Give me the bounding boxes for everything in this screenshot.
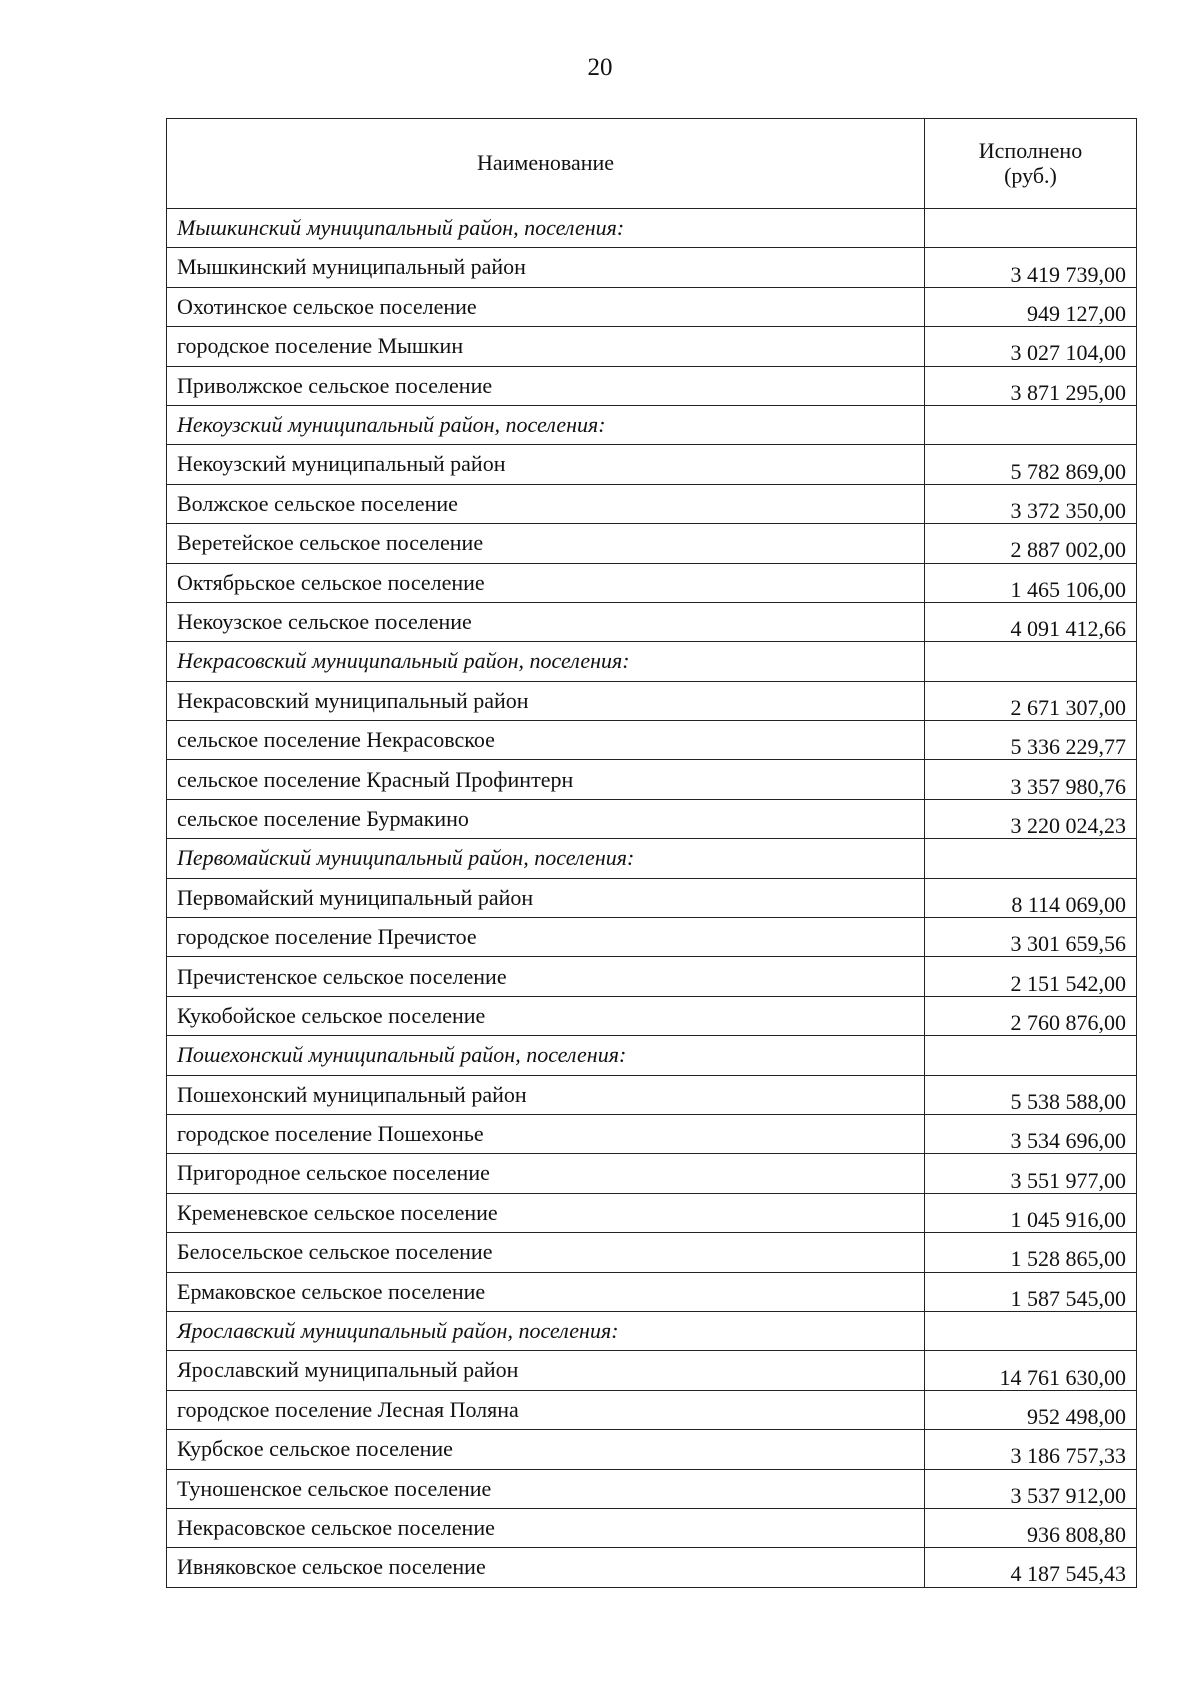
settlement-name: Некрасовский муниципальный район <box>167 681 925 720</box>
table-row <box>167 1351 1137 1390</box>
settlement-name: Кременевское сельское поселение <box>167 1193 925 1232</box>
settlement-name: Приволжское сельское поселение <box>167 366 925 405</box>
executed-amount: 2 887 002,00 <box>925 524 1137 563</box>
table-row <box>167 918 1137 957</box>
settlement-name: Ивняковское сельское поселение <box>167 1548 925 1587</box>
executed-amount <box>925 839 1137 878</box>
table-row <box>167 445 1137 484</box>
district-group-label: Мышкинский муниципальный район, поселения: <box>167 209 925 248</box>
table-row <box>167 1114 1137 1153</box>
executed-amount: 5 538 588,00 <box>925 1075 1137 1114</box>
table-row <box>167 681 1137 720</box>
settlement-name: Первомайский муниципальный район <box>167 878 925 917</box>
group-header-row <box>167 405 1137 444</box>
settlement-name: Белосельское сельское поселение <box>167 1233 925 1272</box>
executed-amount: 3 357 980,76 <box>925 760 1137 799</box>
executed-amount: 3 537 912,00 <box>925 1469 1137 1508</box>
settlement-name: городское поселение Мышкин <box>167 327 925 366</box>
settlement-name: Курбское сельское поселение <box>167 1430 925 1469</box>
executed-amount: 2 671 307,00 <box>925 681 1137 720</box>
executed-amount: 3 186 757,33 <box>925 1430 1137 1469</box>
settlement-name: Охотинское сельское поселение <box>167 287 925 326</box>
column-header-amount-line2: (руб.) <box>1004 162 1057 188</box>
table-row <box>167 1233 1137 1272</box>
table-row <box>167 602 1137 641</box>
group-header-row <box>167 1311 1137 1350</box>
executed-amount: 3 372 350,00 <box>925 484 1137 523</box>
settlement-name: Пречистенское сельское поселение <box>167 957 925 996</box>
executed-amount: 5 782 869,00 <box>925 445 1137 484</box>
table-body <box>167 209 1137 1588</box>
executed-amount: 3 220 024,23 <box>925 799 1137 838</box>
executed-amount: 14 761 630,00 <box>925 1351 1137 1390</box>
table-row <box>167 1390 1137 1429</box>
settlement-name: Некрасовское сельское поселение <box>167 1508 925 1547</box>
group-header-row <box>167 642 1137 681</box>
settlement-name: Пошехонский муниципальный район <box>167 1075 925 1114</box>
settlement-name: городское поселение Лесная Поляна <box>167 1390 925 1429</box>
table-row <box>167 1193 1137 1232</box>
district-group-label: Пошехонский муниципальный район, поселения: <box>167 1036 925 1075</box>
column-header-amount <box>925 119 1137 209</box>
settlement-name: сельское поселение Бурмакино <box>167 799 925 838</box>
table-row <box>167 878 1137 917</box>
table-row <box>167 327 1137 366</box>
table-row <box>167 524 1137 563</box>
executed-amount: 3 027 104,00 <box>925 327 1137 366</box>
executed-amount: 2 760 876,00 <box>925 996 1137 1035</box>
settlement-name: Ермаковское сельское поселение <box>167 1272 925 1311</box>
table-row <box>167 248 1137 287</box>
table-row <box>167 287 1137 326</box>
table-row <box>167 1272 1137 1311</box>
table-row <box>167 1508 1137 1547</box>
executed-amount <box>925 405 1137 444</box>
executed-amount: 3 871 295,00 <box>925 366 1137 405</box>
executed-amount: 2 151 542,00 <box>925 957 1137 996</box>
table-row <box>167 721 1137 760</box>
table-row <box>167 799 1137 838</box>
settlement-name: сельское поселение Некрасовское <box>167 721 925 760</box>
settlement-name: Мышкинский муниципальный район <box>167 248 925 287</box>
page-number: 20 <box>587 54 613 81</box>
settlement-name: Некоузское сельское поселение <box>167 602 925 641</box>
settlement-name: Октябрьское сельское поселение <box>167 563 925 602</box>
settlement-name: городское поселение Пошехонье <box>167 1114 925 1153</box>
district-group-label: Первомайский муниципальный район, поселения: <box>167 839 925 878</box>
settlement-name: городское поселение Пречистое <box>167 918 925 957</box>
settlement-name: Туношенское сельское поселение <box>167 1469 925 1508</box>
executed-amount <box>925 1036 1137 1075</box>
district-group-label: Некрасовский муниципальный район, поселения: <box>167 642 925 681</box>
executed-amount: 3 419 739,00 <box>925 248 1137 287</box>
executed-amount: 8 114 069,00 <box>925 878 1137 917</box>
table-row <box>167 1469 1137 1508</box>
executed-amount: 1 045 916,00 <box>925 1193 1137 1232</box>
table-row <box>167 996 1137 1035</box>
group-header-row <box>167 839 1137 878</box>
executed-amount: 949 127,00 <box>925 287 1137 326</box>
executed-amount: 4 187 545,43 <box>925 1548 1137 1587</box>
executed-amount <box>925 642 1137 681</box>
executed-amount: 5 336 229,77 <box>925 721 1137 760</box>
executed-amount: 1 587 545,00 <box>925 1272 1137 1311</box>
group-header-row <box>167 1036 1137 1075</box>
table-row <box>167 366 1137 405</box>
group-header-row <box>167 209 1137 248</box>
executed-amount: 3 534 696,00 <box>925 1114 1137 1153</box>
executed-amount: 4 091 412,66 <box>925 602 1137 641</box>
settlement-name: Ярославский муниципальный район <box>167 1351 925 1390</box>
table-row <box>167 1154 1137 1193</box>
table-row <box>167 563 1137 602</box>
table-row <box>167 1548 1137 1587</box>
district-group-label: Ярославский муниципальный район, поселения: <box>167 1311 925 1350</box>
settlement-name: Веретейское сельское поселение <box>167 524 925 563</box>
budget-table <box>166 118 1137 1588</box>
executed-amount: 1 528 865,00 <box>925 1233 1137 1272</box>
executed-amount: 3 551 977,00 <box>925 1154 1137 1193</box>
settlement-name: Кукобойское сельское поселение <box>167 996 925 1035</box>
table-header-row <box>167 119 1137 209</box>
settlement-name: Некоузский муниципальный район <box>167 445 925 484</box>
table-row <box>167 484 1137 523</box>
table-row <box>167 1075 1137 1114</box>
executed-amount: 3 301 659,56 <box>925 918 1137 957</box>
settlement-name: Пригородное сельское поселение <box>167 1154 925 1193</box>
column-header-name: Наименование <box>167 119 925 209</box>
executed-amount <box>925 1311 1137 1350</box>
executed-amount <box>925 209 1137 248</box>
table-row <box>167 760 1137 799</box>
executed-amount: 952 498,00 <box>925 1390 1137 1429</box>
column-header-amount-line1: Исполнено <box>978 138 1083 164</box>
executed-amount: 1 465 106,00 <box>925 563 1137 602</box>
executed-amount: 936 808,80 <box>925 1508 1137 1547</box>
settlement-name: сельское поселение Красный Профинтерн <box>167 760 925 799</box>
table-row <box>167 1430 1137 1469</box>
table-row <box>167 957 1137 996</box>
settlement-name: Волжское сельское поселение <box>167 484 925 523</box>
district-group-label: Некоузский муниципальный район, поселения: <box>167 405 925 444</box>
